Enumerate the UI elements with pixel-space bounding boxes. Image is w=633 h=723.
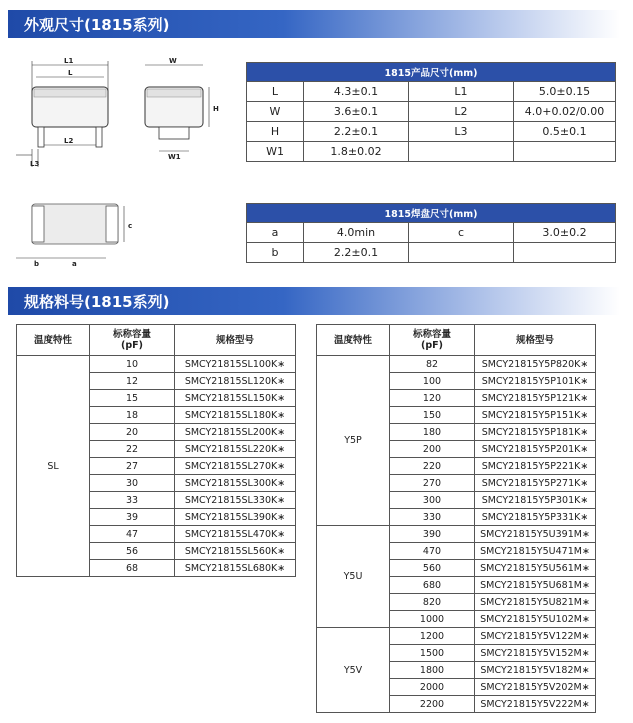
pad-layout-drawing — [12, 198, 142, 270]
capacitance-cell: 1000 — [390, 611, 475, 628]
capacitance-cell: 15 — [90, 390, 175, 407]
part-number-cell: SMCY21815Y5P151K∗ — [475, 407, 596, 424]
label-L2: L2 — [64, 137, 74, 145]
part-number-cell: SMCY21815Y5V122M∗ — [475, 628, 596, 645]
part-number-cell: SMCY21815Y5U681M∗ — [475, 577, 596, 594]
part-number-cell: SMCY21815SL200K∗ — [175, 424, 296, 441]
part-number-cell: SMCY21815Y5P271K∗ — [475, 475, 596, 492]
capacitance-cell: 180 — [390, 424, 475, 441]
part-number-cell: SMCY21815Y5U102M∗ — [475, 611, 596, 628]
capacitance-cell: 27 — [90, 458, 175, 475]
capacitance-cell: 22 — [90, 441, 175, 458]
part-number-cell: SMCY21815Y5P121K∗ — [475, 390, 596, 407]
spec-table-right — [316, 324, 596, 713]
capacitance-cell: 100 — [390, 373, 475, 390]
dimensions-banner — [8, 10, 620, 38]
table-row — [317, 356, 596, 373]
label-H: H — [213, 105, 219, 113]
temp-group: Y5V — [317, 628, 390, 713]
table-row: W 3.6±0.1 L2 4.0+0.02/0.00 — [247, 102, 616, 122]
header-temp: 温度特性 — [17, 325, 90, 356]
table-row: b 2.2±0.1 — [247, 243, 616, 263]
capacitance-cell: 47 — [90, 526, 175, 543]
part-number-cell: SMCY21815Y5P820K∗ — [475, 356, 596, 373]
specs-banner — [8, 287, 620, 315]
capacitance-cell: 680 — [390, 577, 475, 594]
capacitance-cell: 220 — [390, 458, 475, 475]
capacitance-cell: 68 — [90, 560, 175, 577]
capacitance-cell: 2000 — [390, 679, 475, 696]
table-row: W1 1.8±0.02 — [247, 142, 616, 162]
part-number-cell: SMCY21815SL560K∗ — [175, 543, 296, 560]
header-cap: 标称容量 (pF) — [90, 325, 175, 356]
capacitance-cell: 470 — [390, 543, 475, 560]
table-row — [17, 356, 296, 373]
label-b: b — [34, 260, 40, 268]
spec-table-left — [16, 324, 296, 577]
capacitance-cell: 300 — [390, 492, 475, 509]
capacitance-cell: 1500 — [390, 645, 475, 662]
part-number-cell: SMCY21815SL390K∗ — [175, 509, 296, 526]
part-number-cell: SMCY21815Y5U471M∗ — [475, 543, 596, 560]
part-number-cell: SMCY21815Y5V202M∗ — [475, 679, 596, 696]
capacitance-cell: 33 — [90, 492, 175, 509]
label-W: W — [169, 57, 177, 65]
capacitance-cell: 1200 — [390, 628, 475, 645]
header-temp: 温度特性 — [317, 325, 390, 356]
table-row: a 4.0min c 3.0±0.2 — [247, 223, 616, 243]
part-number-cell: SMCY21815Y5V182M∗ — [475, 662, 596, 679]
part-number-cell: SMCY21815Y5U391M∗ — [475, 526, 596, 543]
capacitance-cell: 560 — [390, 560, 475, 577]
capacitance-cell: 120 — [390, 390, 475, 407]
part-number-cell: SMCY21815Y5P301K∗ — [475, 492, 596, 509]
part-number-cell: SMCY21815SL300K∗ — [175, 475, 296, 492]
pad-table-title: 1815焊盘尺寸(mm) — [247, 204, 616, 223]
end-view-drawing — [135, 55, 225, 170]
capacitance-cell: 820 — [390, 594, 475, 611]
part-number-cell: SMCY21815SL220K∗ — [175, 441, 296, 458]
part-number-cell: SMCY21815SL100K∗ — [175, 356, 296, 373]
label-a: a — [72, 260, 77, 268]
capacitance-cell: 330 — [390, 509, 475, 526]
table-row — [317, 628, 596, 645]
part-number-cell: SMCY21815SL150K∗ — [175, 390, 296, 407]
part-number-cell: SMCY21815SL470K∗ — [175, 526, 296, 543]
dimensions-title: 外观尺寸(1815系列) — [24, 16, 170, 34]
size-table — [246, 62, 616, 162]
part-number-cell: SMCY21815SL680K∗ — [175, 560, 296, 577]
capacitance-cell: 39 — [90, 509, 175, 526]
size-table-title: 1815产品尺寸(mm) — [247, 63, 616, 82]
pad-table — [246, 203, 616, 263]
part-number-cell: SMCY21815Y5V222M∗ — [475, 696, 596, 713]
label-L1: L1 — [64, 57, 74, 65]
part-number-cell: SMCY21815Y5P201K∗ — [475, 441, 596, 458]
part-number-cell: SMCY21815Y5P181K∗ — [475, 424, 596, 441]
side-view-drawing — [12, 55, 127, 170]
specs-title: 规格料号(1815系列) — [24, 293, 170, 311]
label-L: L — [68, 69, 73, 77]
capacitance-cell: 200 — [390, 441, 475, 458]
header-cap: 标称容量 (pF) — [390, 325, 475, 356]
capacitance-cell: 82 — [390, 356, 475, 373]
capacitance-cell: 12 — [90, 373, 175, 390]
capacitance-cell: 150 — [390, 407, 475, 424]
part-number-cell: SMCY21815Y5U561M∗ — [475, 560, 596, 577]
label-L3: L3 — [30, 160, 40, 168]
part-number-cell: SMCY21815Y5P331K∗ — [475, 509, 596, 526]
temp-group: Y5P — [317, 356, 390, 526]
header-part: 规格型号 — [475, 325, 596, 356]
part-number-cell: SMCY21815Y5V152M∗ — [475, 645, 596, 662]
part-number-cell: SMCY21815SL120K∗ — [175, 373, 296, 390]
capacitance-cell: 390 — [390, 526, 475, 543]
capacitance-cell: 2200 — [390, 696, 475, 713]
capacitance-cell: 1800 — [390, 662, 475, 679]
label-c: c — [128, 222, 133, 230]
temp-group: SL — [17, 356, 90, 577]
header-part: 规格型号 — [175, 325, 296, 356]
part-number-cell: SMCY21815Y5U821M∗ — [475, 594, 596, 611]
capacitance-cell: 18 — [90, 407, 175, 424]
capacitance-cell: 20 — [90, 424, 175, 441]
table-row: H 2.2±0.1 L3 0.5±0.1 — [247, 122, 616, 142]
part-number-cell: SMCY21815Y5P221K∗ — [475, 458, 596, 475]
label-W1: W1 — [168, 153, 181, 161]
part-number-cell: SMCY21815Y5P101K∗ — [475, 373, 596, 390]
part-number-cell: SMCY21815SL270K∗ — [175, 458, 296, 475]
capacitance-cell: 56 — [90, 543, 175, 560]
temp-group: Y5U — [317, 526, 390, 628]
capacitance-cell: 30 — [90, 475, 175, 492]
part-number-cell: SMCY21815SL180K∗ — [175, 407, 296, 424]
table-row — [317, 526, 596, 543]
table-row: L 4.3±0.1 L1 5.0±0.15 — [247, 82, 616, 102]
capacitance-cell: 270 — [390, 475, 475, 492]
part-number-cell: SMCY21815SL330K∗ — [175, 492, 296, 509]
capacitance-cell: 10 — [90, 356, 175, 373]
